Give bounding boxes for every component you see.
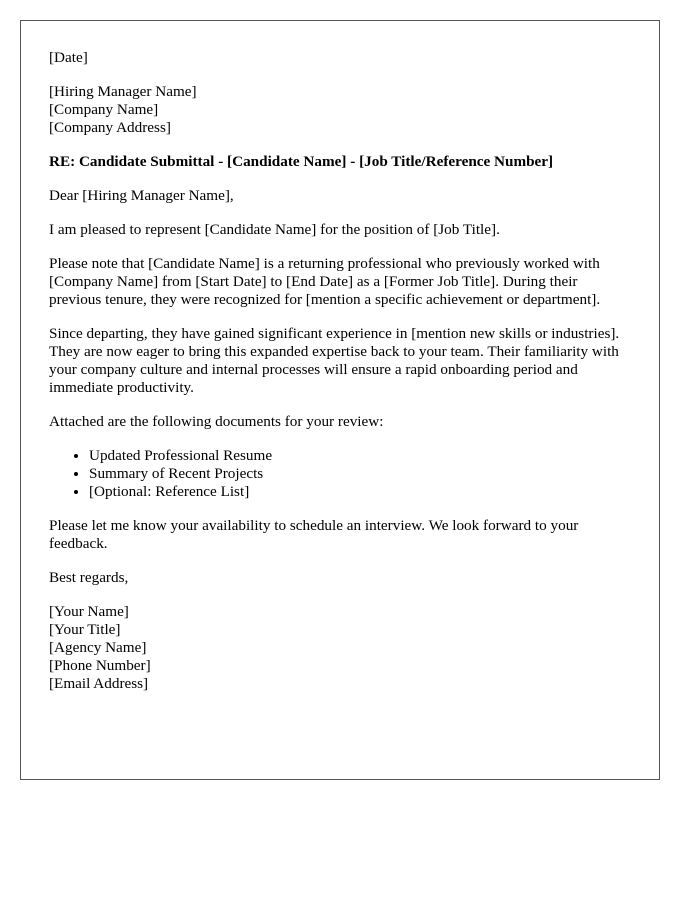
paragraph-intro: I am pleased to represent [Candidate Name] for the position of [Job Title]. <box>49 221 500 238</box>
paragraph-closing: Please let me know your availability to schedule an interview. We look forward to your feedback. <box>49 517 579 552</box>
salutation: Dear [Hiring Manager Name], <box>49 187 234 204</box>
letter-date: [Date] <box>49 49 88 66</box>
attachments-list <box>49 447 631 501</box>
recipient-company: [Company Name] <box>49 101 159 118</box>
attachment-item-projects: • Summary of Recent Projects <box>89 465 631 483</box>
paragraph-experience: Since departing, they have gained significant experience in [mention new skills or industries]. They are now eager to bring this expanded expertise back to your team. Their familiarity with your company culture and internal processes will ensure a rapid onboarding period and immediate productivity. <box>49 325 620 396</box>
signature-agency: [Agency Name] <box>49 639 147 656</box>
recipient-block <box>49 83 631 137</box>
signature-name: [Your Name] <box>49 603 129 620</box>
signature-phone: [Phone Number] <box>49 657 151 674</box>
paragraph-attachments-intro: Attached are the following documents for your review: <box>49 413 384 430</box>
attachment-item-resume: • Updated Professional Resume <box>89 447 631 465</box>
signature-email: [Email Address] <box>49 675 149 692</box>
subject-line: RE: Candidate Submittal - [Candidate Name] - [Job Title/Reference Number] <box>49 153 554 170</box>
letter-page <box>20 20 660 780</box>
recipient-name: [Hiring Manager Name] <box>49 83 197 100</box>
recipient-address: [Company Address] <box>49 119 171 136</box>
signature-block <box>49 603 631 693</box>
paragraph-returning-professional: Please note that [Candidate Name] is a returning professional who previously worked with [Company Name] from [Start Date] to [End Date] as a [Former Job Title]. During their previous tenure, they were recognized for [mention a specific achievement or department]. <box>49 255 601 308</box>
signature-title: [Your Title] <box>49 621 121 638</box>
signoff: Best regards, <box>49 569 129 586</box>
attachment-item-references: • [Optional: Reference List] <box>89 483 631 501</box>
